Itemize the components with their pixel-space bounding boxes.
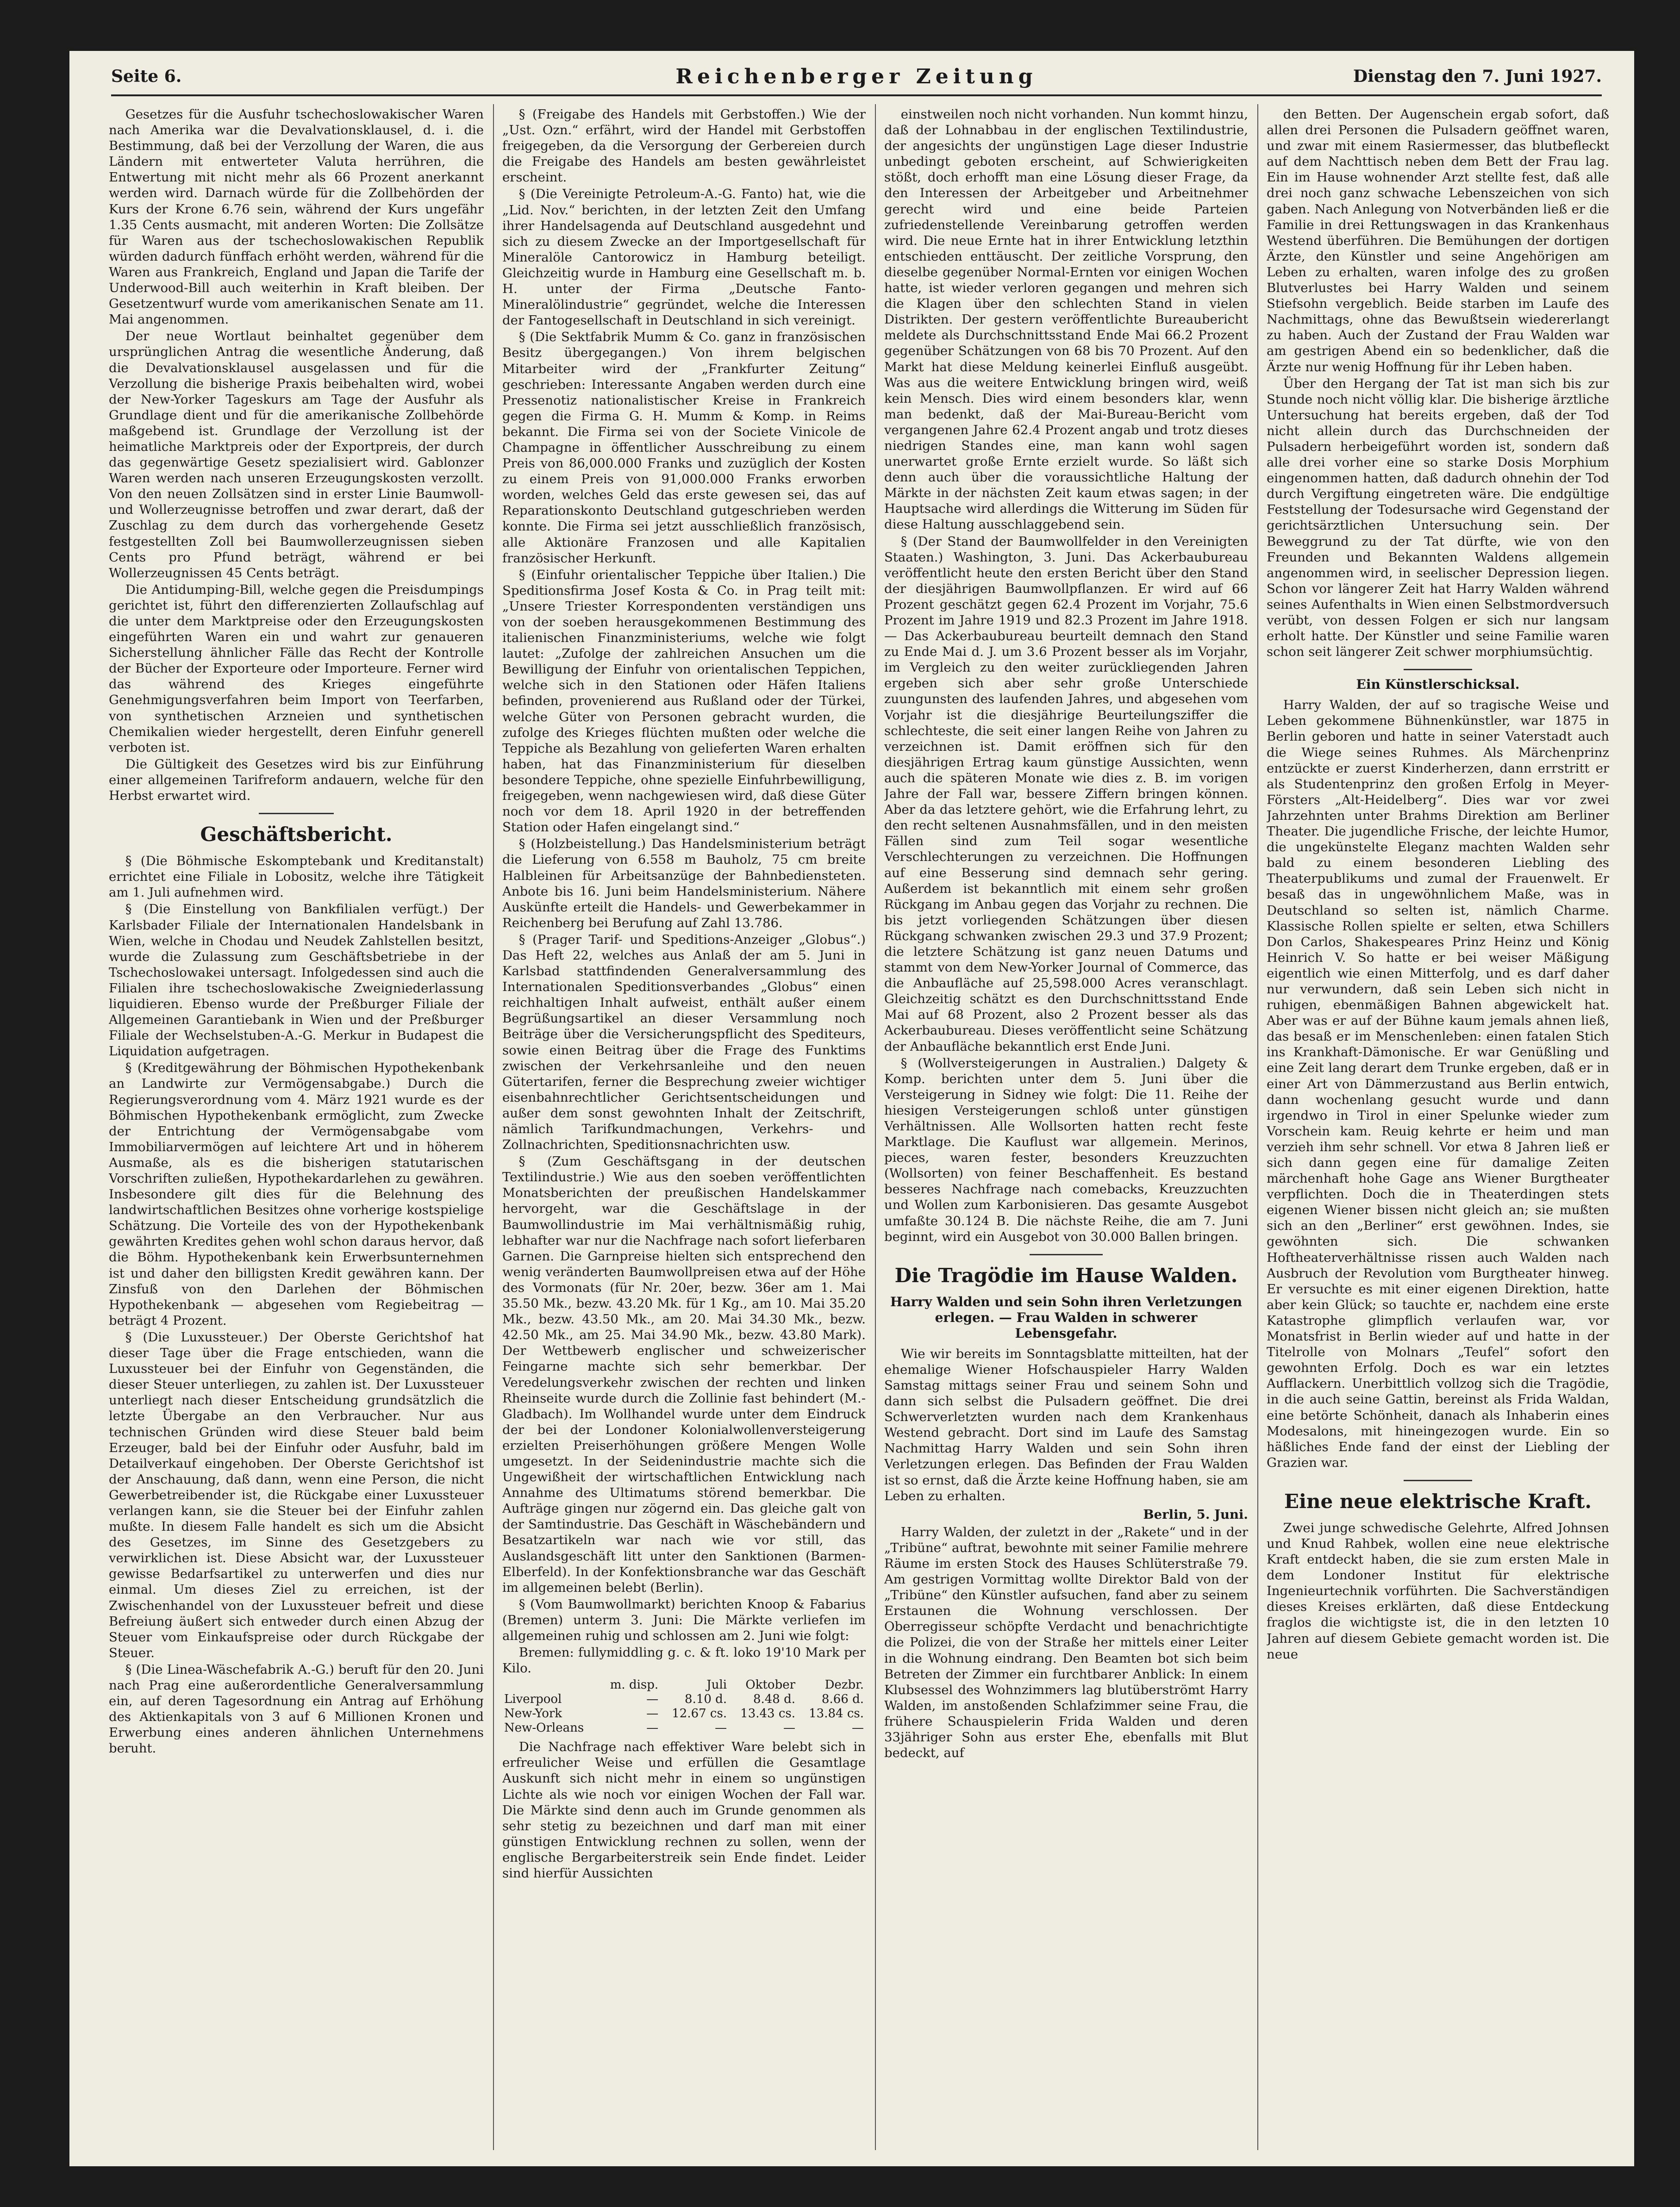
article-paragraph: Gesetzes für die Ausfuhr tschechoslowakischer Waren nach Amerika war die Devalvationsklausel, d. i. die Bestimmung, daß bei der Verzollung der Waren, die aus Ländern mit entwerteter Valuta herrühren, die Entwertung mit nicht mehr als 66 Prozent anerkannt werden wird. Darnach würde für die Zollbehörden der Kurs der Krone 6.76 sein, während der Kurs ungefähr 1.35 Cents ausmacht, mit anderen Worten: Die Zollsätze für Waren aus der tschechoslowakischen Republik würden dadurch fünffach erhöht werden, während für die Waren aus Frankreich, England und Japan die Tarife der Underwood-Bill auch weiterhin in Kraft bleiben. Der Gesetzentwurf wurde vom amerikanischen Senate am 11. Mai angenommen. (109, 107, 484, 327)
table-cell: Dezbr. (824, 1678, 864, 1692)
running-header (111, 62, 1602, 96)
news-item: § (Prager Tarif- und Speditions-Anzeiger „Globus“.) Das Heft 22, welches aus Anlaß der am 5. Juni in Karlsbad stattfindenden Generalversammlung des Internationalen Speditionsverbandes „Globus“ einen reichhaltigen Inhalt aufweist, enthält außer einem Begrüßungsartikel an dieser Versammlung noch Beiträge über die Versicherungspflicht des Spediteurs, sowie einen Beitrag über die Frage des Funktims zwischen der Verkehrsanleihe und den neuen Gütertarifen, ferner die Besprechung zweier wichtiger eisenbahnrechtlicher Gerichtsentscheidungen und außer dem sonst gewohnten Inhalt der Zeitschrift, nämlich Tarifkundmachungen, Verkehrs- und Zollnachrichten, Speditionsnachrichten usw. (502, 932, 866, 1153)
page-number: Seite 6. (111, 67, 182, 86)
article-paragraph: Harry Walden, der zuletzt in der „Rakete“ und in der „Tribüne“ auftrat, bewohnte mit seiner Familie mehrere Räume im ersten Stock des Hauses Schlüterstraße 79. Am gestrigen Vormittag wollte Direktor Bald von der „Tribüne“ den Künstler aufsuchen, fand aber zu seinem Erstaunen die Wohnung verschlossen. Der Oberregisseur schöpfte Verdacht und benachrichtigte die Polizei, die von der Straße her mittels einer Leiter in die Wohnung eindrang. Den Beamten bot sich beim Betreten der Zimmer ein furchtbarer Anblick: In einem Klubsessel des Wohnzimmers lag blutüberströmt Harry Walden, im anstoßenden Schlafzimmer seine Frau, die frühere Schauspielerin Frida Walden und deren 33jähriger Sohn aus erster Ehe, ebenfalls mit Blut bedeckt, auf (884, 1524, 1248, 1761)
news-item: § (Die Böhmische Eskomptebank und Kreditanstalt) errichtet eine Filiale in Lobositz, welche ihre Tätigkeit am 1. Juli aufnehmen wird. (109, 854, 484, 900)
news-item: § (Der Stand der Baumwollfelder in den Vereinigten Staaten.) Washington, 3. Juni. Das Ackerbaubureau veröffentlicht heute den ersten Bericht über den Stand der diesjährigen Baumwollpflanzen. Er wird auf 66 Prozent geschätzt gegen 62.4 Prozent im Vorjahr, 75.6 Prozent im Jahre 1919 und 82.3 Prozent im Jahre 1918. — Das Ackerbaubureau beurteilt demnach den Stand zu Ende Mai d. J. um 3.6 Prozent besser als im Vorjahr, im Vergleich zu den weiter zurückliegenden Jahren ergeben sich aber sehr große Unterschiede zuungunsten des laufenden Jahres, und abgesehen vom Vorjahr ist die diesjährige Beurteilungsziffer die schlechteste, die seit einer langen Reihe von Jahren zu verzeichnen ist. Damit eröffnen sich für den diesjährigen Ertrag kaum günstige Aussichten, wenn auch die späteren Monate wie dies z. B. im vorigen Jahre der Fall war, bessere Ziffern bringen können. Aber da das letztere gehört, wie die Erfahrung lehrt, zu den recht seltenen Ausnahmsfällen, und in den meisten Fällen sind zum Teil sogar wesentliche Verschlechterungen zu verzeichnen. Die Hoffnungen auf eine Besserung sind demnach sehr gering. Außerdem ist bekanntlich mit einem sehr großen Rückgang im Anbau gegen das Vorjahr zu rechnen. Die bis jetzt vorliegenden Schätzungen über diesen Rückgang schwanken zwischen 29.3 und 37.9 Prozent; die letztere Schätzung ist ganz neuen Datums und stammt von dem New-Yorker Journal of Commerce, das die Anbaufläche auf 25,598.000 Acres veranschlagt. Gleichzeitig schätzt es den Durchschnittsstand Ende Mai auf 68 Prozent, also 2 Prozent besser als das Ackerbaubureau. Dieses veröffentlicht seine Schätzung der Anbaufläche bekanntlich erst Ende Juni. (884, 534, 1248, 1054)
article-paragraph: Die Nachfrage nach effektiver Ware belebt sich in erfreulicher Weise und erfüllen die Gesamtlage Auskunft sich nicht mehr in einem so ungünstigen Lichte als wie noch vor einigen Wochen der Fall war. Die Märkte sind denn auch im Grunde genommen als sehr stetig zu bezeichnen und darf man mit einer günstigen Entwicklung rechnen zu sollen, wenn der englische Bergarbeiterstreik sein Ende findet. Leider sind hierfür Aussichten (502, 1739, 866, 1881)
market-quote: Bremen: fullymiddling g. c. & ft. loko 19'10 Mark per Kilo. (502, 1645, 866, 1676)
news-item: § (Zum Geschäftsgang in der deutschen Textilindustrie.) Wie aus den soeben veröffentlichten Monatsberichten der preußischen Handelskammer hervorgeht, war die Geschäftslage in der Baumwollindustrie im Mai verhältnismäßig ruhig, lebhafter war nur die Nachfrage nach sofort lieferbaren Garnen. Die Garnpreise hielten sich entsprechend den wenig veränderten Baumwollpreisen etwa auf der Höhe des Vormonats (für Nr. 20er, bezw. 36er am 1. Mai 35.50 Mk., bezw. 43.20 Mk. für 1 Kg., am 10. Mai 35.20 Mk., bezw. 43.50 Mk., am 20. Mai 34.30 Mk., bezw. 42.50 Mk., am 25. Mai 34.90 Mk., bezw. 43.80 Mark). Der Wettbewerb englischer und schweizerischer Feingarne machte sich sehr bemerkbar. Der Veredelungsverkehr zwischen der rechten und linken Rheinseite wurde durch die Zollinie fast behindert (M.-Gladbach). Im Wollhandel wurde unter dem Eindruck der bei der Londoner Kolonialwollenversteigerung erzielten Preiserhöhungen größere Mengen Wolle umgesetzt. In der Seidenindustrie machte sich die Ungewißheit der wirtschaftlichen Entwicklung nach Annahme des Ultimatums störend bemerkbar. Die Aufträge gingen nur zögernd ein. Das gleiche galt von der Samtindustrie. Das Geschäft in Wäschebändern und Besatzartikeln war nach wie vor still, das Auslandsgeschäft litt unter den Sanktionen (Barmen-Elberfeld). In der Konfektionsbranche war das Geschäft im allgemeinen belebt (Berlin). (502, 1154, 866, 1595)
article-paragraph: den Betten. Der Augenschein ergab sofort, daß allen drei Personen die Pulsadern geöffnet waren, und zwar mit einem Rasiermesser, das blutbefleckt auf dem Nachttisch neben dem Bett der Frau lag. Ein im Hause wohnender Arzt stellte fest, daß alle drei noch ganz schwache Lebenszeichen von sich gaben. Nach Anlegung von Notverbänden ließ er die Familie in drei Rettungswagen in das Krankenhaus Westend überführen. Die Bemühungen der dortigen Ärzte, den Künstler und seine Angehörigen am Leben zu erhalten, waren infolge des zu großen Blutverlustes bei Harry Walden und seinem Stiefsohn vergeblich. Beide starben im Laufe des Nachmittags, ohne das Bewußtsein wiedererlangt zu haben. Auch der Zustand der Frau Walden war am gestrigen Abend ein so bedenklicher, daß die Ärzte nur wenig Hoffnung für ihr Leben haben. (1267, 107, 1609, 374)
article-paragraph: Über den Hergang der Tat ist man sich bis zur Stunde noch nicht völlig klar. Die bisherige ärztliche Untersuchung hat bereits ergeben, daß der Tod nicht allein durch das Durchschneiden der Pulsadern herbeigeführt worden ist, sondern daß alle drei vorher eine so starke Dosis Morphium eingenommen hatten, daß dadurch ohnehin der Tod durch Vergiftung eingetreten wäre. Die endgültige Feststellung der Todesursache wird Gegenstand der gerichtsärztlichen Untersuchung sein. Der Beweggrund zu der Tat dürfte, wie von den Freunden und Bekannten Waldens allgemein angenommen wird, in seelischer Depression liegen. Schon vor längerer Zeit hat Harry Walden während seines Aufenthalts in Wien einen Selbstmordversuch verübt, von dessen Folgen er sich nur langsam erholt hatte. Der Künstler und seine Familie waren schon seit längerer Zeit schwer morphiumsüchtig. (1267, 376, 1609, 660)
table-cell: — (646, 1692, 659, 1707)
subheadline: Harry Walden und sein Sohn ihren Verletzungen erlegen. — Frau Walden in schwerer Lebensgefahr. (890, 1294, 1243, 1341)
article-paragraph: Die Gültigkeit des Gesetzes wird bis zur Einführung einer allgemeinen Tarifreform andauern, welche für den Herbst erwartet wird. (109, 756, 484, 804)
article-paragraph: Der neue Wortlaut beinhaltet gegenüber dem ursprünglichen Antrag die wesentliche Änderung, daß die Devalvationsklausel ausgelassen und für die Verzollung die bisherige Praxis beibehalten wird, wobei der New-Yorker Tageskurs am Tage der Ausfuhr als Grundlage dient und für die amerikanische Zollbehörde maßgebend ist. Grundlage der Verzollung ist der heimatliche Marktpreis oder der Exportpreis, der durch das gegenwärtige Gesetz spezialisiert wird. Gablonzer Waren werden nach unseren Erzeugungskosten verzollt. Von den neuen Zollsätzen sind in erster Linie Baumwoll- und Wollerzeugnisse betroffen und zwar derart, daß der Zuschlag zu dem durch das vorhergehende Gesetz festgestellten Zoll bei Baumwollerzeugnissen sieben Cents pro Pfund beträgt, während er bei Wollerzeugnissen 45 Cents beträgt. (109, 329, 484, 580)
news-item: § (Kreditgewährung der Böhmischen Hypothekenbank an Landwirte zur Vermögensabgabe.) Durch die Regierungsverordnung vom 4. März 1921 wurde es der Böhmischen Hypothekenbank ermöglicht, zum Zwecke der Entrichtung der Vermögensabgabe vom Immobiliarvermögen auf leichtere Art und in höherem Ausmaße, als es die bisherigen statutarischen Vorschriften zuließen, Hypothekardarlehen zu gewähren. Insbesondere gilt dies für die Belehnung des landwirtschaftlichen Besitzes ohne vorherige kostspielige Schätzung. Die Vorteile des von der Hypothekenbank gewährten Kredites gehen wohl schon daraus hervor, daß die Böhm. Hypothekenbank kein Erwerbsunternehmen ist und daher den billigsten Kredit gewähren kann. Der Zinsfuß von den Darlehen der Böhmischen Hypothekenbank — abgesehen vom Regiebeitrag — beträgt 4 Prozent. (109, 1060, 484, 1328)
table-cell: Juli (706, 1678, 727, 1692)
column-1 (109, 106, 484, 2143)
article-paragraph: Harry Walden, der auf so tragische Weise und Leben gekommene Bühnenkünstler, war 1875 in Berlin geboren und hatte in seiner Vaterstadt auch die Wiege seines Ruhmes. Als Märchenprinz entzückte er zuerst Kinderherzen, dann errstritt er als Studentenprinz den großen Erfolg in Meyer-Försters „Alt-Heidelberg“. Dies war vor zwei Jahrzehnten unter Brahms Direktion am Berliner Theater. Die jugendliche Frische, der leichte Humor, die ungekünstelte Eleganz machten Walden sehr bald zu einem besonderen Liebling des Theaterpublikums und zumal der Frauenwelt. Er besaß das in ungewöhnlichem Maße, was in Deutschland so selten ist, nämlich Charme. Klassische Rollen spielte er selten, etwa Schillers Don Carlos, Shakespeares Prinz Heinz und König Heinrich V. So hatte er bei weiser Mäßigung eigentlich wie einen Mitterfolg, und es darf daher nur verwundern, daß sein Leben sich nicht in ruhigen, ebenmäßigen Bahnen abgewickelt hat. Aber was er auf der Bühne kaum jemals ahnen ließ, das besaß er im Menschenleben: einen fatalen Stich ins Krankhaft-Dämonische. Er war Genüßling und eine Zeit lang derart dem Trunke ergeben, daß er in einer Art von Dämmerzustand aus Berlin entwich, dann wochenlang gesucht wurde und dann irgendwo in Tirol in einer Spelunke wieder zum Vorschein kam. Reuig kehrte er heim und man verzieh ihm sehr schnell. Vor etwa 8 Jahren ließ er sich dann gegen eine für damalige Zeiten märchenhaft hohe Gage ans Wiener Burgtheater verpflichten. Doch die in Theaterdingen stets eigenen Wiener bissen nicht gleich an; sie mußten sich an den „Berliner“ erst gewöhnen. Indes, sie gewöhnten sich. Die schwanken Hoftheaterverhältnisse rissen auch Walden nach Ausbruch der Revolution vom Burgtheater hinweg. Er versuchte es mit einer eigenen Direktion, hatte aber kein Glück; so tauchte er, nachdem eine erste Katastrophe glimpflich verlaufen war, vor Monatsfrist in Berlin wieder auf und hatte in der Titelrolle von Molnars „Teufel“ sofort den gewohnten Erfolg. Doch es war ein letztes Aufflackern. Unerbittlich vollzog sich die Tragödie, in die auch seine Gattin, bereinst als Frida Waldan, eine betörte Schönheit, danach als Inhaberin eines Modesalons, mit hineingezogen wurde. Ein so häßliches Ende fand der einst der Liebling der Grazien war. (1267, 698, 1609, 1470)
news-item: § (Die Vereinigte Petroleum-A.-G. Fanto) hat, wie die „Lid. Nov.“ berichten, in der letzten Zeit den Umfang ihrer Handelsagenda auf Deutschland ausgedehnt und sich zu diesem Zwecke an der Importgesellschaft für Mineralöle Cantorowicz in Hamburg beteiligt. Gleichzeitig wurde in Hamburg eine Gesellschaft m. b. H. unter der Firma „Deutsche Fanto-Mineralölindustrie“ gegründet, welche die Interessen der Fantogesellschaft in Deutschland in sich vereinigt. (502, 187, 866, 328)
section-heading-geschaeftsbericht: Geschäftsbericht. (200, 823, 393, 846)
table-cell: 8.10 d. (685, 1692, 727, 1707)
section-rule (259, 813, 334, 814)
table-header-row (502, 1678, 866, 1692)
article-paragraph: Zwei junge schwedische Gelehrte, Alfred Johnsen und Knud Rahbek, wollen eine neue elektrische Kraft entdeckt haben, die sie zum ersten Male in dem Londoner Institut für elektrische Ingenieurtechnik vorführten. Die Sachverständigen dieses Kreises erklärten, daß diese Entdeckung fraglos die wichtigste ist, die in den letzten 10 Jahren auf diesem Gebiete gemacht worden ist. Die neue (1267, 1520, 1609, 1662)
column-divider (493, 104, 494, 2150)
table-cell: 8.48 d. (753, 1692, 796, 1707)
issue-date: Dienstag den 7. Juni 1927. (1353, 67, 1602, 86)
headline-elektrische-kraft: Eine neue elektrische Kraft. (1284, 1490, 1592, 1513)
section-rule (1030, 1254, 1102, 1255)
table-cell: — (852, 1721, 864, 1735)
table-cell: 13.84 cs. (809, 1707, 864, 1721)
table-row (502, 1692, 866, 1707)
table-cell: Liverpool (504, 1692, 562, 1707)
table-cell: — (715, 1721, 727, 1735)
news-item: § (Wollversteigerungen in Australien.) Dalgety & Komp. berichten unter dem 5. Juni über die Versteigerung in Sidney wie folgt: Die 11. Reihe der hiesigen Versteigerungen schloß unter günstigen Verhältnissen. Alle Wollsorten hatten recht feste Marktlage. Die Kauflust war allgemein. Merinos, pieces, waren fester, besonders Kreuzzuchten (Wollsorten) von feiner Beschaffenheit. Es bestand besseres Nachfrage nach comebacks, Kreuzzuchten und Wollen zum Karbonisieren. Das gesamte Ausgebot umfaßte 30.124 B. Die nächste Reihe, die am 7. Juni beginnt, wird ein Ausgebot von 30.000 Ballen bringen. (884, 1055, 1248, 1244)
news-item: § (Holzbeistellung.) Das Handelsministerium beträgt die Lieferung von 6.558 m Bauholz, 75 cm breite Halbleinen für Arbeitsanzüge der Bahnbediensteten. Anbote bis 16. Juni beim Handelsministerium. Nähere Auskünfte erteilt die Handels- und Gewerbekammer in Reichenberg bei Berufung auf Zahl 13.786. (502, 836, 866, 930)
article-paragraph: einstweilen noch nicht vorhanden. Nun kommt hinzu, daß der Lohnabbau in der englischen Textilindustrie, der angesichts der ungünstigen Lage dieser Industrie unbedingt geboten erscheint, auf Schwierigkeiten stößt, doch erhofft man eine Lösung dieser Frage, da den Interessen der Arbeitgeber und Arbeitnehmer gerecht wird und eine beide Parteien zufriedenstellende Vereinbarung getroffen werden wird. Die neue Ernte hat in ihrer Entwicklung letzthin entschieden enttäuscht. Der zeitliche Vorsprung, den dieselbe gegenüber Normal-Ernten vor einigen Wochen hatte, ist wieder verloren gegangen und mehren sich die Klagen über den schlechten Stand in vielen Distrikten. Der gestern veröffentlichte Bureaubericht meldete als Durchschnittsstand Ende Mai 66.2 Prozent gegenüber Schätzungen von 68 bis 70 Prozent. Auf den Markt hat diese Meldung keinerlei Einfluß ausgeübt. Was aus die weitere Entwicklung bringen wird, weiß kein Mensch. Dies wird einem besonders klar, wenn man bedenkt, daß der Mai-Bureau-Bericht vom vergangenen Jahre 62.4 Prozent angab und trotz dieses niedrigen Standes eine, man kann wohl sagen unerwartet große Ernte erzielt wurde. So läßt sich denn auch über die voraussichtliche Haltung der Märkte in der nächsten Zeit kaum etwas sagen; in der Hauptsache wird allerdings die Witterung im Süden für diese Haltung ausschlaggebend sein. (884, 107, 1248, 532)
headline-tragoedie-walden: Die Tragödie im Hause Walden. (894, 1264, 1238, 1287)
column-4 (1267, 106, 1609, 2143)
news-item: § (Vom Baumwollmarkt) berichten Knoop & Fabarius (Bremen) unterm 3. Juni: Die Märkte verliefen im allgemeinen ruhig und schlossen am 2. Juni wie folgt: (502, 1596, 866, 1643)
column-divider (875, 104, 876, 2150)
news-item: § (Die Luxussteuer.) Der Oberste Gerichtshof hat dieser Tage über die Frage entschieden, wann die Luxussteuer bei der Einfuhr von Gegenständen, die dieser Steuer unterliegen, zu zahlen ist. Der Luxussteuer unterliegt nach dieser Entscheidung grundsätzlich die letzte Übergabe an den Verbraucher. Nur aus technischen Gründen wird diese Steuer bald beim Erzeuger, bald bei der Einfuhr oder Ausfuhr, bald im Detailverkauf eingehoben. Der Oberste Gerichtshof ist der Anschauung, daß dann, wenn eine Person, die nicht Gewerbetreibender ist, die Rückgabe einer Luxussteuer verlangen kann, sie die Steuer bei der Einfuhr zahlen mußte. In diesem Falle handelt es sich um die Absicht des Gesetzes, im Sinne des Gesetzgebers zu verwirklichen ist. Diese Absicht war, der Luxussteuer gewisse Bedarfsartikel zu unterwerfen und dies nur einmal. Um dieses Ziel zu erreichen, ist der Zwischenhandel von der Luxussteuer befreit und diese Befreiung äußert sich entweder durch einen Abzug der Steuer vom Einkaufspreise oder durch Rückgabe der Steuer. (109, 1329, 484, 1660)
news-item: § (Einfuhr orientalischer Teppiche über Italien.) Die Speditionsfirma Josef Kosta & Co. in Prag teilt mit: „Unsere Triester Korrespondenten verständigen uns von der soeben herausgekommenen Bestimmung des italienischen Finanzministeriums, welche wie folgt lautet: „Zufolge der zahlreichen Ansuchen um die Bewilligung der Einfuhr von orientalischen Teppichen, welche sich in den Stationen oder Häfen Italiens befinden, provenierend aus Rußland oder der Türkei, welche Güter von Personen gebracht wurden, die zufolge des Krieges flüchten mußten oder welche die Teppiche als Bezahlung von gelieferten Waren erhalten haben, hat das Finanzministerium für dieselben besondere Teppiche, ohne spezielle Einfuhrbewilligung, freigegeben, wenn nachgewiesen wird, daß diese Güter noch vor dem 18. April 1920 in der betreffenden Station oder Hafen eingelangt sind.“ (502, 567, 866, 835)
dateline: Berlin, 5. Juni. (1143, 1507, 1248, 1522)
section-rule (1404, 1480, 1472, 1481)
table-cell: Oktober (745, 1678, 796, 1692)
newspaper-page (69, 51, 1634, 2166)
table-cell: 13.43 cs. (740, 1707, 796, 1721)
subheading-kuenstlerschicksal: Ein Künstlerschicksal. (1356, 677, 1520, 692)
table-row (502, 1721, 866, 1735)
table-cell: New-York (504, 1707, 562, 1721)
column-divider (1257, 104, 1258, 2150)
cotton-price-table (502, 1678, 866, 1735)
article-paragraph: Wie wir bereits im Sonntagsblatte mitteilten, hat der ehemalige Wiener Hofschauspieler Harry Walden Samstag mittags seiner Frau und seinem Sohn und dann sich selbst die Pulsadern geöffnet. Die drei Schwerverletzten wurden nach dem Krankenhaus Westend gebracht. Dort sind im Laufe des Samstag Nachmittag Harry Walden und sein Sohn ihren Verletzungen erlegen. Das Befinden der Frau Walden ist so ernst, daß die Ärzte keine Hoffnung haben, sie am Leben zu erhalten. (884, 1346, 1248, 1503)
table-cell: m. disp. (610, 1678, 659, 1692)
news-item: § (Freigabe des Handels mit Gerbstoffen.) Wie der „Ust. Ozn.“ erfährt, wird der Handel mit Gerbstoffen freigegeben, da die Versorgung der Gerbereien durch die Freigabe des Handels am besten gewährleistet erscheint. (502, 107, 866, 185)
table-row (502, 1707, 866, 1721)
table-cell: — (783, 1721, 796, 1735)
section-rule (1404, 669, 1472, 670)
table-cell: 8.66 d. (821, 1692, 864, 1707)
table-cell: 12.67 cs. (672, 1707, 727, 1721)
news-item: § (Die Einstellung von Bankfilialen verfügt.) Der Karlsbader Filiale der Internationalen Handelsbank in Wien, welche in Chodau und Neudek Zahlstellen besitzt, wurde die Zulassung zum Geschäftsbetriebe in der Tschechoslowakei untersagt. Infolgedessen sind auch die Filialen ihre tschechoslowakische Zweigniederlassung liquidieren. Ebenso wurde der Preßburger Filiale der Allgemeinen Garantiebank in Wien und der Preßburger Filiale der Wechselstuben-A.-G. Merkur in Budapest die Liquidation aufgetragen. (109, 902, 484, 1059)
news-item: § (Die Sektfabrik Mumm & Co. ganz in französischen Besitz übergegangen.) Von ihrem belgischen Mitarbeiter wird der „Frankfurter Zeitung“ geschrieben: Interessante Angaben werden durch eine Pressenotiz nationalistischer Kreise in Frankreich gegen die Firma G. H. Mumm & Komp. in Reims bekannt. Die Firma sei von der Societe Vinicole de Champagne in öffentlicher Ausschreibung zu einem Preis von 86,000.000 Franks und zuzüglich der Kosten zu einem Preis von 91,000.000 Franks erworben worden, welches Geld das erste gewesen sei, das auf Reparationskonto Deutschland gutgeschrieben werden konnte. Die Firma sei jetzt ausschließlich französisch, alle Aktionäre Franzosen und alle Kapitalien französischer Herkunft. (502, 330, 866, 566)
news-item: § (Die Linea-Wäschefabrik A.-G.) beruft für den 20. Juni nach Prag eine außerordentliche Generalversammlung ein, auf deren Tagesordnung ein Antrag auf Erhöhung des Aktienkapitals von 3 auf 6 Millionen Kronen und Erwerbung eines anderen ähnlichen Unternehmens beruht. (109, 1662, 484, 1756)
table-cell: New-Orleans (504, 1721, 584, 1735)
column-2 (502, 106, 866, 2143)
table-cell: — (646, 1707, 659, 1721)
newspaper-title: Reichenberger Zeitung (675, 65, 1037, 88)
column-3 (884, 106, 1248, 2143)
article-paragraph: Die Antidumping-Bill, welche gegen die Preisdumpings gerichtet ist, führt den differenzierten Zollaufschlag auf die unter dem Marktpreise oder den Erzeugungskosten eingeführten Waren ein und wahrt zur genaueren Sicherstellung ähnlicher Fälle das Recht der Kontrolle der Bücher der Exporteure oder Importeure. Ferner wird das während des Krieges eingeführte Genehmigungsverfahren beim Import von Teerfarben, von synthetischen Arzneien und synthetischen Chemikalien wieder hergestellt, deren Einfuhr generell verboten ist. (109, 582, 484, 755)
table-cell (502, 1678, 600, 1692)
table-cell: — (646, 1721, 659, 1735)
